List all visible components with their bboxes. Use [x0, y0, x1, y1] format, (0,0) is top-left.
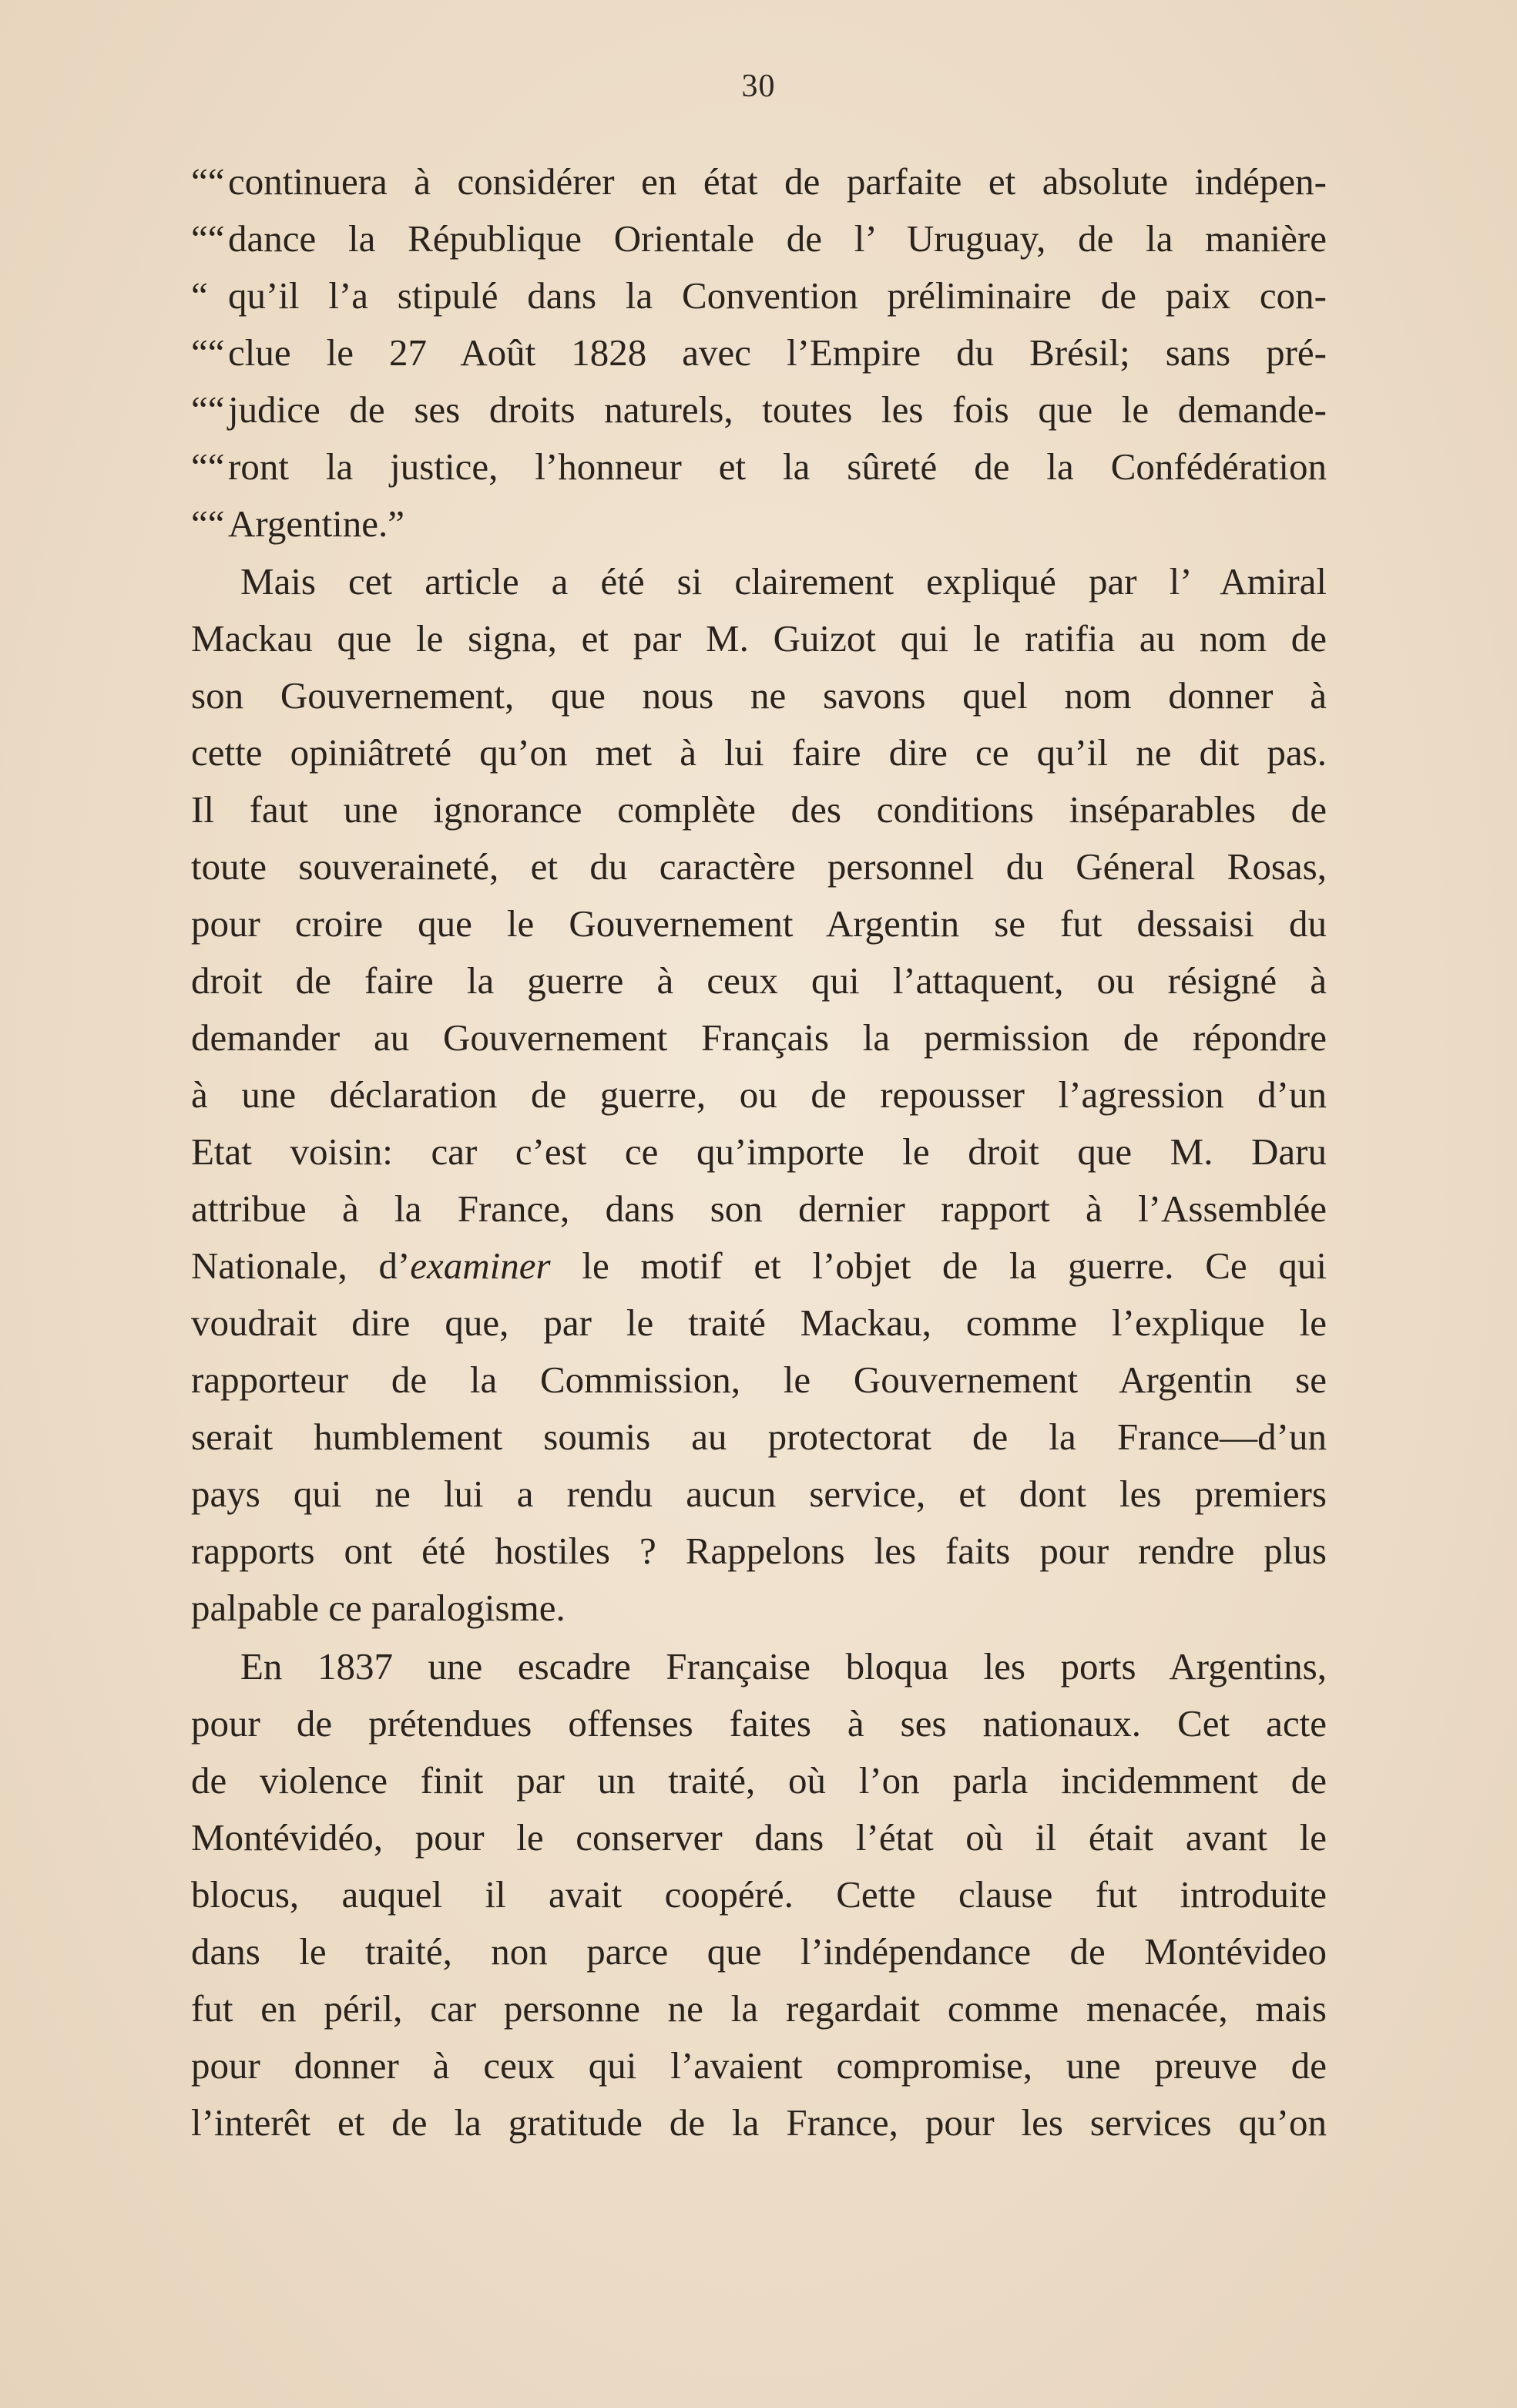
quote-mark: “ — [191, 274, 208, 317]
text-line — [191, 381, 1327, 438]
text-line — [191, 495, 1327, 552]
text-line: pour donner à ceux qui l’avaient compromise, une preuve de — [191, 2044, 1327, 2087]
text-line: pays qui ne lui a rendu aucun service, et dont les premiers — [191, 1473, 1327, 1515]
text-line: attribue à la France, dans son dernier rapport à l’Assemblée — [191, 1187, 1327, 1230]
text-line: Mackau que le signa, et par M. Guizot qui le ratifia au nom de — [191, 617, 1327, 660]
text-line: serait humblement soumis au protectorat de la France—d’un — [191, 1416, 1327, 1458]
text-line: palpable ce paralogisme. — [191, 1587, 566, 1629]
text-line: droit de faire la guerre à ceux qui l’attaquent, ou résigné à — [191, 959, 1327, 1002]
quote-mark: ““ — [191, 160, 225, 203]
line-text: continuera à considérer en état de parfaite et absolute indépen- — [228, 160, 1327, 203]
text-line: fut en péril, car personne ne la regardait comme menacée, mais — [191, 1987, 1327, 2030]
text-line: demander au Gouvernement Français la permission de répondre — [191, 1016, 1327, 1059]
quote-mark: ““ — [191, 331, 225, 374]
text-line: Etat voisin: car c’est ce qu’importe le droit que M. Daru — [191, 1130, 1327, 1173]
text-line: cette opiniâtreté qu’on met à lui faire dire ce qu’il ne dit pas. — [191, 731, 1327, 774]
text-line: rapporteur de la Commission, le Gouvernement Argentin se — [191, 1358, 1327, 1401]
quote-mark: ““ — [191, 445, 225, 488]
text-line: de violence finit par un traité, où l’on parla incidemment de — [191, 1759, 1327, 1802]
text-line: blocus, auquel il avait coopéré. Cette clause fut introduite — [191, 1873, 1327, 1916]
line-text: le motif et l’objet de la guerre. Ce qui — [550, 1244, 1327, 1287]
page-number: 30 — [741, 69, 776, 104]
text-line: Mais cet article a été si clairement expliqué par l’ Amiral — [240, 560, 1327, 603]
text-line — [191, 324, 1327, 381]
line-text: Nationale, d’ — [191, 1244, 411, 1287]
line-text: qu’il l’a stipulé dans la Convention préliminaire de paix con- — [228, 274, 1327, 317]
text-line: dans le traité, non parce que l’indépendance de Montévideo — [191, 1930, 1327, 1973]
text-line — [191, 267, 1327, 324]
line-text: judice de ses droits naturels, toutes les fois que le demande- — [228, 388, 1327, 431]
line-text: Argentine.” — [228, 502, 405, 545]
text-line: pour croire que le Gouvernement Argentin se fut dessaisi du — [191, 902, 1327, 945]
text-line: pour de prétendues offenses faites à ses nationaux. Cet acte — [191, 1702, 1327, 1745]
quote-mark: ““ — [191, 217, 225, 260]
text-line — [191, 1238, 1327, 1295]
text-line: Il faut une ignorance complète des conditions inséparables de — [191, 788, 1327, 831]
line-text: clue le 27 Août 1828 avec l’Empire du Brésil; sans pré- — [228, 331, 1327, 374]
text-line: rapports ont été hostiles ? Rappelons les faits pour rendre plus — [191, 1530, 1327, 1572]
text-line: son Gouvernement, que nous ne savons quel nom donner à — [191, 674, 1327, 717]
line-text: ront la justice, l’honneur et la sûreté de la Confédération — [228, 445, 1327, 488]
text-line — [191, 438, 1327, 495]
text-line — [191, 153, 1327, 210]
text-line: toute souveraineté, et du caractère personnel du Géneral Rosas, — [191, 845, 1327, 888]
text-line: voudrait dire que, par le traité Mackau, comme l’explique le — [191, 1301, 1327, 1344]
text-line: l’interêt et de la gratitude de la France, pour les services qu’on — [191, 2101, 1327, 2144]
text-line: Montévidéo, pour le conserver dans l’état où il était avant le — [191, 1816, 1327, 1859]
italic-word: examiner — [410, 1244, 551, 1287]
line-text: dance la République Orientale de l’ Uruguay, de la manière — [228, 217, 1327, 260]
text-line — [191, 210, 1327, 267]
text-line: à une déclaration de guerre, ou de repousser l’agression d’un — [191, 1073, 1327, 1116]
text-line: En 1837 une escadre Française bloqua les ports Argentins, — [240, 1645, 1327, 1688]
quote-mark: ““ — [191, 388, 225, 431]
quote-mark: ““ — [191, 502, 225, 545]
